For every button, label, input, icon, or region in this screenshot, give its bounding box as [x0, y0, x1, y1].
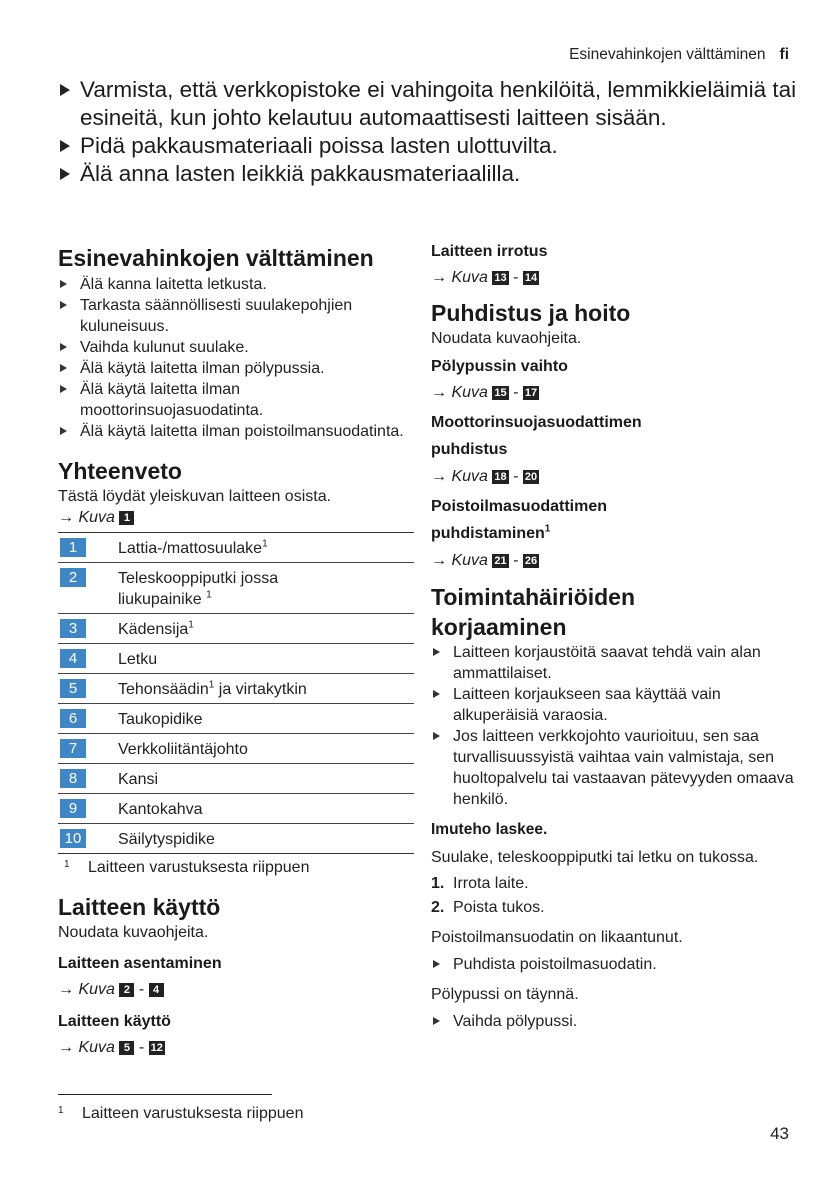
figure-label: Kuva: [451, 468, 488, 485]
toiminta-bullet-list: [431, 642, 801, 810]
arrow-right-icon: →: [58, 509, 74, 526]
figure-reference: → Kuva 21 - 26: [431, 552, 538, 569]
figure-number-badge: 2: [119, 983, 134, 997]
part-number-badge: 6: [60, 709, 86, 728]
figure-label: Kuva: [78, 509, 115, 526]
part-label: Kansi: [118, 771, 159, 788]
footnote-divider: [58, 1094, 272, 1095]
running-header: [569, 46, 789, 64]
arrow-right-icon: →: [431, 269, 447, 286]
bullet-triangle-icon: [60, 427, 67, 435]
list-item: Tarkasta säännöllisesti suulakepohjien kuluneisuus.: [58, 295, 414, 337]
table-row: [58, 734, 414, 764]
section-title-esinevahinkojen: Esinevahinkojen välttäminen: [58, 245, 374, 271]
part-label: Kädensija$^1$: [118, 619, 194, 638]
intro-bullet: Älä anna lasten leikkiä pakkausmateriaalilla.: [58, 160, 798, 188]
subsection-title-polypussi: Pölypussin vaihto: [431, 358, 568, 375]
figure-label: Kuva: [78, 981, 115, 998]
part-label: Tehonsäädin$^1$ ja virtakytkin: [118, 679, 307, 698]
section-title-laitteen-kaytto: Laitteen käyttö: [58, 894, 221, 920]
page-number: 43: [770, 1124, 789, 1143]
list-item: 2. Poista tukos.: [431, 899, 545, 916]
header-title: Esinevahinkojen välttäminen: [569, 46, 766, 63]
part-label: Säilytyspidike: [118, 831, 215, 848]
table-row: [58, 533, 414, 563]
list-item: Laitteen korjaustöitä saavat tehdä vain alan ammattilaiset.: [431, 642, 801, 684]
figure-number-badge: 15: [494, 387, 507, 399]
problem-cause: Suulake, teleskooppiputki tai letku on tukossa.: [431, 849, 759, 866]
section-title-puhdistus: Puhdistus ja hoito: [431, 300, 631, 326]
bullet-triangle-icon: [60, 168, 70, 180]
part-number-badge: 2: [60, 568, 86, 587]
bullet-triangle-icon: [433, 648, 440, 656]
esine-bullet-list: [58, 274, 414, 442]
part-number-badge: 5: [60, 679, 86, 698]
table-footnote: 1 Laitteen varustuksesta riippuen: [64, 859, 310, 876]
list-item: Vaihda pölypussi.: [431, 1011, 801, 1032]
section-title-toimintahairiot: Toimintahäiriöiden korjaaminen: [431, 584, 636, 640]
figure-number-badge: 20: [524, 471, 538, 483]
arrow-right-icon: →: [58, 981, 74, 998]
intro-bullet: Pidä pakkausmateriaali poissa lasten ulottuvilta.: [58, 132, 798, 160]
part-label: Verkkoliitäntäjohto: [118, 741, 248, 758]
table-row: [58, 563, 414, 614]
table-row: [58, 674, 414, 704]
bullet-triangle-icon: [60, 301, 67, 309]
list-item: Puhdista poistoilmasuodatin.: [431, 954, 801, 975]
bullet-triangle-icon: [433, 960, 440, 968]
part-number-badge: 4: [60, 649, 86, 668]
part-label: Lattia-/mattosuulake$^1$: [118, 538, 268, 557]
figure-reference: [58, 507, 414, 529]
intro-bullet-list: [58, 76, 798, 188]
table-row: [58, 704, 414, 734]
part-number-badge: 1: [60, 538, 86, 557]
figure-number-badge: 14: [524, 272, 538, 284]
bullet-triangle-icon: [433, 732, 440, 740]
table-row: [58, 824, 414, 853]
bullet-triangle-icon: [60, 84, 70, 96]
arrow-right-icon: →: [431, 468, 447, 485]
steps-list: [431, 872, 801, 920]
problem-cause: Poistoilmansuodatin on likaantunut.: [431, 929, 683, 946]
page-footnote: 1 Laitteen varustuksesta riippuen: [58, 1105, 304, 1122]
table-row: [58, 794, 414, 824]
figure-number-badge: 13: [494, 272, 507, 284]
bullet-triangle-icon: [60, 385, 67, 393]
arrow-right-icon: →: [431, 552, 447, 569]
puhdistus-text: Noudata kuvaohjeita.: [431, 330, 582, 347]
figure-label: Kuva: [451, 384, 488, 401]
figure-reference: → Kuva 13 - 14: [431, 269, 538, 286]
list-item: Älä käytä laitetta ilman pölypussia.: [58, 358, 414, 379]
figure-reference: → Kuva 18 - 20: [431, 468, 538, 485]
table-row: [58, 644, 414, 674]
problem-cause: Pölypussi on täynnä.: [431, 986, 579, 1003]
list-item: Vaihda kulunut suulake.: [58, 337, 414, 358]
list-item: Laitteen korjaukseen saa käyttää vain alkuperäisiä varaosia.: [431, 684, 801, 726]
section-title-yhteenveto: Yhteenveto: [58, 458, 182, 484]
subsection-title-irrotus: Laitteen irrotus: [431, 243, 548, 260]
problem-title-imuteho: Imuteho laskee.: [431, 821, 548, 838]
bullet-triangle-icon: [60, 280, 67, 288]
right-column: [431, 240, 801, 1032]
subsection-title-moottori: Moottorinsuojasuodattimen puhdistus: [431, 414, 642, 458]
figure-label: Kuva: [451, 552, 488, 569]
part-number-badge: 9: [60, 799, 86, 818]
figure-label: Kuva: [78, 1039, 115, 1056]
figure-number-badge: 1: [119, 511, 134, 525]
yhteenveto-text: Tästä löydät yleiskuvan laitteen osista.: [58, 488, 332, 505]
table-row: [58, 764, 414, 794]
intro-bullet: Varmista, että verkkopistoke ei vahingoita henkilöitä, lemmikkieläimiä tai esineitä, kun johto kelautuu automaattisesti laitteen sisään.: [58, 76, 798, 132]
figure-number-badge: 12: [150, 1042, 163, 1054]
subsection-title-kaytto: Laitteen käyttö: [58, 1013, 171, 1030]
arrow-right-icon: →: [431, 384, 447, 401]
arrow-right-icon: →: [58, 1039, 74, 1056]
part-label: Kantokahva: [118, 801, 203, 818]
part-number-badge: 7: [60, 739, 86, 758]
bullet-triangle-icon: [60, 343, 67, 351]
subsection-title-poisto: Poistoilmasuodattimen puhdistaminen$^1$: [431, 498, 608, 542]
bullet-triangle-icon: [60, 364, 67, 372]
part-label: Letku: [118, 651, 158, 668]
bullet-triangle-icon: [433, 690, 440, 698]
part-label: Taukopidike: [118, 711, 203, 728]
subsection-title-asentaminen: Laitteen asentaminen: [58, 955, 222, 972]
bullet-triangle-icon: [433, 1017, 440, 1025]
part-number-badge: 10: [60, 829, 86, 848]
figure-reference: → Kuva 2 - 4: [58, 979, 414, 1001]
figure-reference: → Kuva 5 - 12: [58, 1039, 163, 1056]
bullet-triangle-icon: [60, 140, 70, 152]
part-number-badge: 3: [60, 619, 86, 638]
part-number-badge: 8: [60, 769, 86, 788]
table-row: [58, 614, 414, 644]
figure-reference: → Kuva 15 - 17: [431, 384, 538, 401]
figure-label: Kuva: [451, 269, 488, 286]
figure-number-badge: 26: [524, 555, 538, 567]
left-column: [58, 240, 414, 1059]
figure-number-badge: 18: [494, 471, 507, 483]
list-item: Jos laitteen verkkojohto vaurioituu, sen saa turvallisuussyistä vaihtaa vain valmistaja, sen huoltopalvelu tai vastaavan pätevyyden omaava henkilö.: [431, 726, 801, 810]
kaytto-text: Noudata kuvaohjeita.: [58, 924, 209, 941]
figure-number-badge: 17: [524, 387, 538, 399]
list-item: Älä kanna laitetta letkusta.: [58, 274, 414, 295]
list-item: Älä käytä laitetta ilman moottorinsuojasuodatinta.: [58, 379, 414, 421]
list-item: 1. Irrota laite.: [431, 875, 529, 892]
part-label: Teleskooppiputki jossa liukupainike $^1$: [118, 570, 279, 608]
header-language: fi: [779, 46, 789, 63]
figure-number-badge: 5: [119, 1041, 134, 1055]
figure-number-badge: 4: [149, 983, 164, 997]
list-item: Älä käytä laitetta ilman poistoilmansuodatinta.: [58, 421, 414, 442]
parts-table: [58, 532, 414, 854]
figure-number-badge: 21: [494, 555, 507, 567]
